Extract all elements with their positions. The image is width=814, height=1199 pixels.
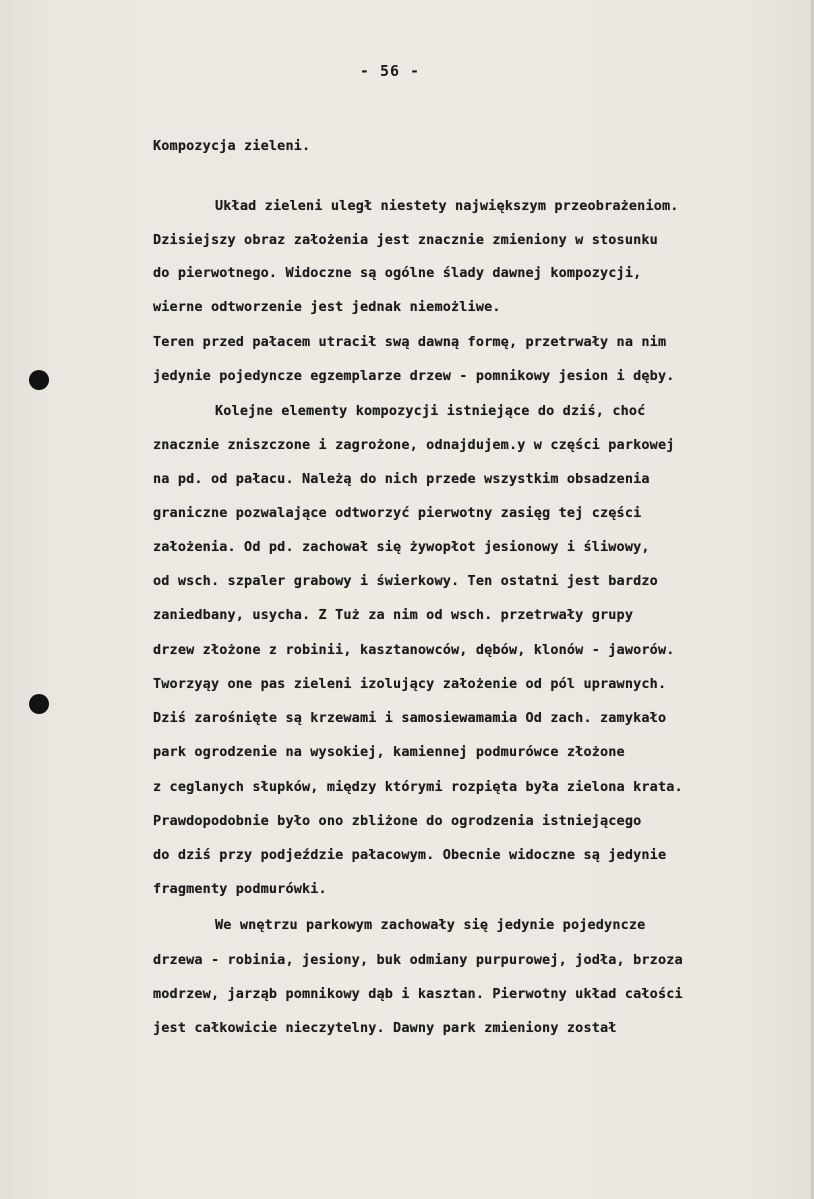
text-line: Dziś zarośnięte są krzewami i samosiewamamia Od zach. zamykało	[153, 710, 667, 726]
text-line: na pd. od pałacu. Należą do nich przede wszystkim obsadzenia	[153, 471, 650, 487]
text-line: graniczne pozwalające odtworzyć pierwotny zasięg tej części	[153, 505, 642, 521]
punch-hole-bottom	[29, 694, 49, 714]
text-line: drzew złożone z robinii, kasztanowców, dębów, klonów - jaworów.	[153, 642, 675, 658]
text-line: od wsch. szpaler grabowy i świerkowy. Ten ostatni jest bardzo	[153, 573, 658, 589]
text-line: Tworzyąy one pas zieleni izolujący założenie od pól uprawnych.	[153, 676, 667, 692]
text-line: drzewa - robinia, jesiony, buk odmiany purpurowej, jodła, brzoza	[153, 952, 683, 968]
text-line: Teren przed pałacem utracił swą dawną formę, przetrwały na nim	[153, 334, 667, 350]
section-heading: Kompozycja zieleni.	[153, 138, 311, 154]
text-line: znacznie zniszczone i zagrożone, odnajdujem.y w części parkowej	[153, 437, 675, 453]
text-line: modrzew, jarząb pomnikowy dąb i kasztan. Pierwotny układ całości	[153, 986, 683, 1002]
text-line: Układ zieleni uległ niestety największym przeobrażeniom.	[215, 198, 679, 214]
text-line: jedynie pojedyncze egzemplarze drzew - pomnikowy jesion i dęby.	[153, 368, 675, 384]
text-line: zaniedbany, usycha. Z Tuż za nim od wsch. przetrwały grupy	[153, 607, 634, 623]
text-line: założenia. Od pd. zachował się żywopłot jesionowy i śliwowy,	[153, 539, 650, 555]
text-line: do pierwotnego. Widoczne są ogólne ślady dawnej kompozycji,	[153, 265, 642, 281]
text-line: jest całkowicie nieczytelny. Dawny park zmieniony został	[153, 1020, 617, 1036]
text-line: park ogrodzenie na wysokiej, kamiennej podmurówce złożone	[153, 744, 625, 760]
page-number: - 56 -	[359, 62, 421, 80]
text-line: fragmenty podmurówki.	[153, 881, 327, 897]
text-line: do dziś przy podjeździe pałacowym. Obecnie widoczne są jedynie	[153, 847, 667, 863]
text-line: Kolejne elementy kompozycji istniejące do dziś, choć	[215, 403, 646, 419]
text-line: We wnętrzu parkowym zachowały się jedynie pojedyncze	[215, 917, 646, 933]
text-line: Prawdopodobnie było ono zbliżone do ogrodzenia istniejącego	[153, 813, 642, 829]
text-line: wierne odtworzenie jest jednak niemożliwe.	[153, 299, 501, 315]
text-line: Dzisiejszy obraz założenia jest znacznie zmieniony w stosunku	[153, 232, 658, 248]
text-line: z ceglanych słupków, między którymi rozpięta była zielona krata.	[153, 779, 683, 795]
punch-hole-top	[29, 370, 49, 390]
